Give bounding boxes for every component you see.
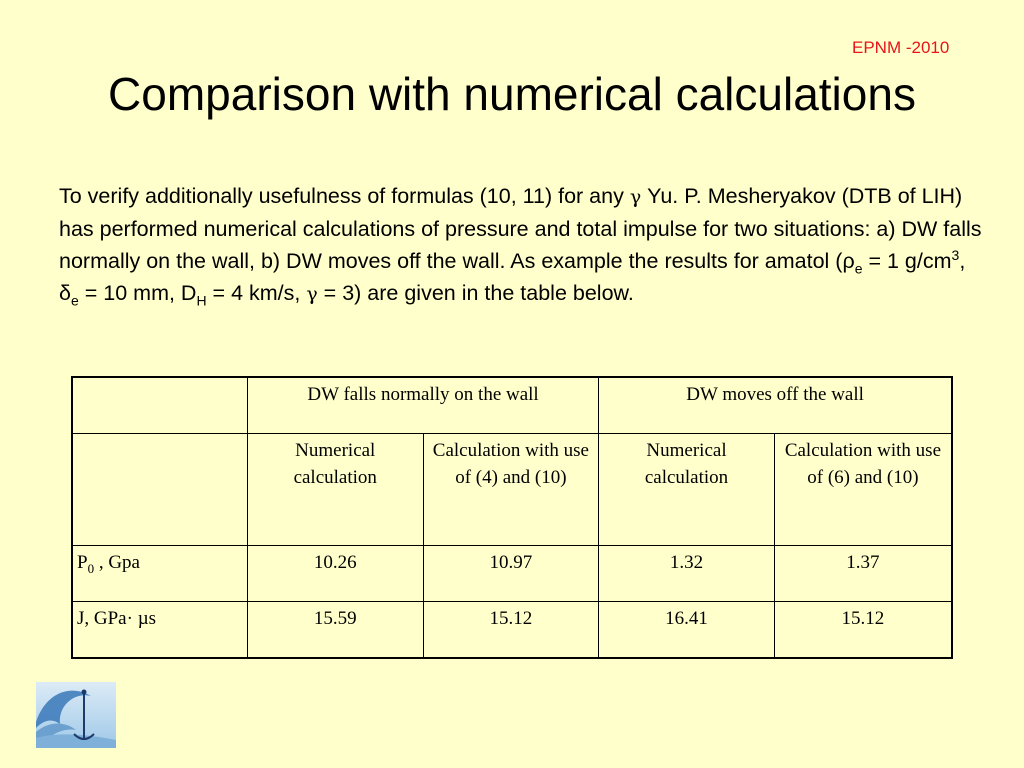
conference-tag: EPNM -2010 (852, 38, 950, 57)
subscript: H (196, 292, 207, 309)
row-label-impulse: J, GPa· µs (72, 602, 247, 659)
table-row-pressure (72, 546, 952, 602)
table-cell: 15.59 (247, 602, 423, 659)
paragraph-text: = 10 mm, D (78, 281, 197, 305)
table-cell: 10.97 (423, 546, 599, 602)
table-header-row (72, 377, 952, 434)
table-cell: 15.12 (774, 602, 952, 659)
intro-paragraph (59, 180, 989, 310)
subscript: e (854, 260, 863, 277)
group-header-off: DW moves off the wall (599, 377, 952, 434)
row-label-text: P (77, 552, 88, 573)
paragraph-text: Yu. P. Mesheryakov (DTB of LIH) has performed numerical calculations of pressure and total impulse for two situations: a) DW falls normally on the wall, b) DW moves off the wall. As example the results for amatol (ρ (59, 184, 982, 273)
paragraph-text: = 1 g/cm (862, 249, 952, 273)
paragraph-text: = 3) are given in the table below. (317, 281, 634, 305)
subheader-cell: Numerical calculation (247, 434, 423, 546)
table-cell: 10.26 (247, 546, 423, 602)
table-cell: 1.37 (774, 546, 952, 602)
subscript: 0 (87, 560, 95, 576)
gamma-symbol: γ (629, 186, 642, 208)
subheader-cell: Calculation with use of (4) and (10) (423, 434, 599, 546)
subheader-cell: Calculation with use of (6) and (10) (774, 434, 952, 546)
row-label-pressure (72, 546, 247, 602)
table-cell: 15.12 (423, 602, 599, 659)
slide-title: Comparison with numerical calculations (108, 68, 916, 120)
paragraph-text: = 4 km/s, (206, 281, 307, 305)
table-corner-cell (72, 377, 247, 434)
subscript: e (70, 292, 79, 309)
subheader-cell: Numerical calculation (599, 434, 775, 546)
gamma-symbol: γ (306, 283, 318, 305)
table-subheader-row (72, 434, 952, 546)
group-header-normal: DW falls normally on the wall (247, 377, 598, 434)
table-corner-cell (72, 434, 247, 546)
table-cell: 16.41 (599, 602, 775, 659)
results-table (71, 376, 953, 659)
paragraph-text: , δ (59, 249, 966, 305)
row-label-text: , Gpa (94, 552, 140, 573)
superscript: 3 (951, 246, 960, 263)
paragraph-text: To verify additionally usefulness of formulas (10, 11) for any (59, 184, 630, 208)
table-row-impulse (72, 602, 952, 659)
wave-anchor-logo-icon (36, 682, 116, 748)
table-cell: 1.32 (599, 546, 775, 602)
